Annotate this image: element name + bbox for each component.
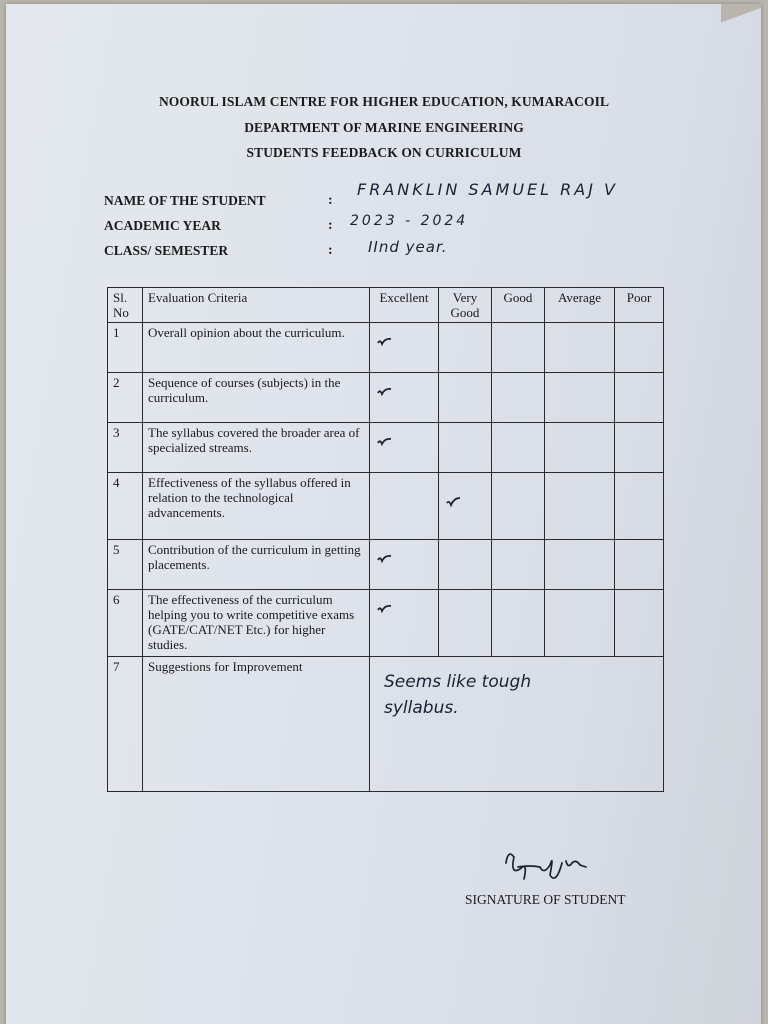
table-row [108, 473, 664, 540]
page-corner [721, 4, 761, 26]
tick-mark-icon [444, 495, 464, 509]
rating-excellent-cell [370, 373, 439, 423]
institution-name: NOORUL ISLAM CENTRE FOR HIGHER EDUCATION, KUMARACOIL [158, 94, 610, 109]
rating-good-cell [492, 423, 545, 473]
signature-label: SIGNATURE OF STUDENT [465, 892, 626, 907]
rating-good-cell [492, 323, 545, 373]
row-sl: 7 [108, 657, 143, 792]
form-title: STUDENTS FEEDBACK ON CURRICULUM [246, 145, 522, 160]
rating-poor-cell [615, 540, 664, 590]
rating-average-cell [545, 323, 615, 373]
department-name: DEPARTMENT OF MARINE ENGINEERING [244, 120, 524, 135]
row-sl: 3 [108, 423, 143, 473]
academic-year-label: ACADEMIC YEAR [104, 218, 221, 233]
rating-very-good-cell [439, 590, 492, 657]
rating-very-good-cell [439, 473, 492, 540]
student-name-label: NAME OF THE STUDENT [104, 193, 266, 208]
colon: : [328, 193, 333, 208]
rating-very-good-cell [439, 423, 492, 473]
rating-very-good-cell [439, 540, 492, 590]
table-row [108, 423, 664, 473]
row-criteria: Suggestions for Improvement [143, 657, 370, 792]
rating-poor-cell [615, 373, 664, 423]
tick-mark-icon [375, 335, 395, 349]
row-sl: 2 [108, 373, 143, 423]
header-sl-no: Sl. No [108, 288, 143, 323]
academic-year-value: 2023 - 2024 [350, 213, 469, 229]
suggestion-response-cell [370, 657, 664, 792]
rating-average-cell [545, 373, 615, 423]
header-good: Good [492, 288, 545, 323]
rating-average-cell [545, 473, 615, 540]
rating-average-cell [545, 423, 615, 473]
tick-mark-icon [375, 435, 395, 449]
row-sl: 1 [108, 323, 143, 373]
rating-good-cell [492, 540, 545, 590]
rating-excellent-cell [370, 473, 439, 540]
table-row [108, 373, 664, 423]
table-row [108, 590, 664, 657]
header-poor: Poor [615, 288, 664, 323]
header-very-good: Very Good [439, 288, 492, 323]
rating-good-cell [492, 473, 545, 540]
rating-good-cell [492, 373, 545, 423]
rating-very-good-cell [439, 323, 492, 373]
header-excellent: Excellent [370, 288, 439, 323]
table-row [108, 323, 664, 373]
suggestion-response-text: Seems like tough syllabus. [384, 672, 532, 718]
feedback-table [107, 287, 664, 792]
header-criteria: Evaluation Criteria [143, 288, 370, 323]
rating-poor-cell [615, 323, 664, 373]
tick-mark-icon [375, 385, 395, 399]
colon: : [328, 218, 333, 233]
class-semester-value: IInd year. [368, 238, 448, 256]
rating-excellent-cell [370, 423, 439, 473]
tick-mark-icon [375, 552, 395, 566]
rating-good-cell [492, 590, 545, 657]
tick-mark-icon [375, 602, 395, 616]
rating-very-good-cell [439, 373, 492, 423]
suggestion-row [108, 657, 664, 792]
rating-poor-cell [615, 423, 664, 473]
header-average: Average [545, 288, 615, 323]
colon: : [328, 243, 333, 258]
class-semester-label: CLASS/ SEMESTER [104, 243, 229, 258]
row-criteria: Overall opinion about the curriculum. [143, 323, 370, 373]
table-row [108, 540, 664, 590]
row-criteria: The syllabus covered the broader area of specialized streams. [143, 423, 370, 473]
row-criteria: The effectiveness of the curriculum helping you to write competitive exams (GATE/CAT/NET Etc.) for higher studies. [143, 590, 370, 657]
row-sl: 6 [108, 590, 143, 657]
row-criteria: Sequence of courses (subjects) in the curriculum. [143, 373, 370, 423]
rating-average-cell [545, 540, 615, 590]
rating-poor-cell [615, 473, 664, 540]
student-signature-icon [500, 845, 595, 887]
rating-excellent-cell [370, 323, 439, 373]
row-criteria: Contribution of the curriculum in getting placements. [143, 540, 370, 590]
table-header-row [108, 288, 664, 323]
row-sl: 4 [108, 473, 143, 540]
rating-average-cell [545, 590, 615, 657]
row-criteria: Effectiveness of the syllabus offered in relation to the technological advancements. [143, 473, 370, 540]
row-sl: 5 [108, 540, 143, 590]
rating-excellent-cell [370, 540, 439, 590]
student-name-value: FRANKLIN SAMUEL RAJ V [357, 180, 618, 199]
rating-excellent-cell [370, 590, 439, 657]
rating-poor-cell [615, 590, 664, 657]
